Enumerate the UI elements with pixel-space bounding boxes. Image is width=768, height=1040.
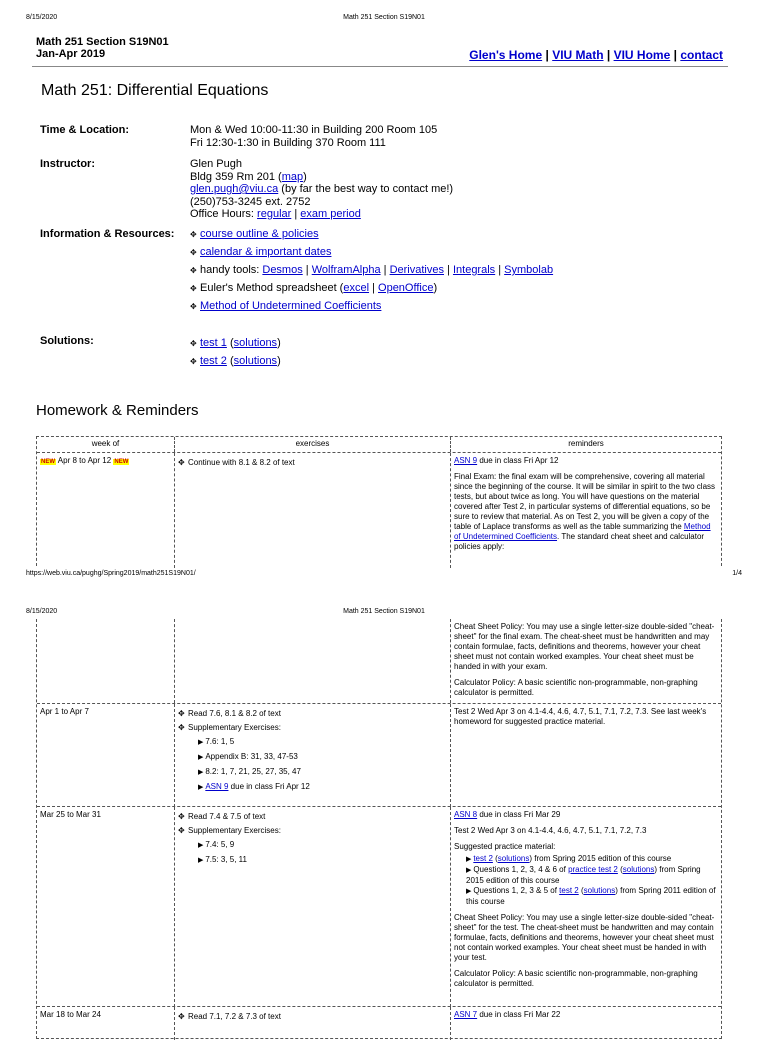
office-text: Bldg 359 Rm 201 ( [190, 170, 282, 183]
test1-solutions-link[interactable]: solutions [233, 337, 278, 349]
supp-item: 8.2: 1, 7, 21, 25, 27, 35, 47 [205, 767, 301, 776]
supp-item: 7.4: 5, 9 [205, 840, 235, 849]
asn7-link[interactable]: ASN 7 [454, 1010, 478, 1019]
list-item: ▶ Questions 1, 2, 3 & 5 of test 2 (solutions) from Spring 2011 edition of this course [466, 886, 716, 906]
excel-link[interactable]: excel [343, 282, 370, 294]
list-item: ▶ test 2 (solutions) from Spring 2015 edition of this course [466, 854, 672, 863]
cheat-sheet-policy: Cheat Sheet Policy: You may use a single letter-size double-sided "cheat-sheet" for the final exam. The cheat-sheet must be handwritten and may contain formulae, facts, definitions and theorems, however your cheat sheet must not contain worked examples. Your cheat sheet must be handed in with your exam. [454, 622, 715, 671]
bullet-icon: ✥ [178, 723, 185, 732]
final-exam-text: Final Exam: the final exam will be comprehensive, covering all material since the beginning of the course. It will be similar in spirit to the two class tests, but about twice as long. You will have questions on the material covered after Test 2, in particular systems of differential equations, so be sure to review that material. As on Test 2, you will be given a copy of the table of Laplace transforms as well as the table summarizing the [454, 472, 716, 531]
asn7-due: due in class Fri Mar 22 [477, 1010, 561, 1019]
new-badge: NEW [114, 459, 129, 465]
week-cell [37, 453, 175, 568]
exam-period-link[interactable]: exam period [300, 208, 361, 220]
test1-link[interactable]: test 1 [200, 337, 227, 349]
supp-label: Supplementary Exercises: [188, 723, 281, 732]
table-row [37, 619, 721, 703]
triangle-bullet-icon: ▶ [198, 784, 206, 791]
instructor-office [190, 171, 453, 184]
resources-label: Information & Resources: [40, 228, 175, 240]
print-date: 8/15/2020 [26, 608, 58, 615]
col-reminders-header: reminders [568, 439, 604, 448]
practice-test2-link[interactable]: practice test 2 [568, 865, 618, 874]
week-cell: Mar 25 to Mar 31 [37, 807, 175, 1007]
desmos-link[interactable]: Desmos [262, 264, 303, 276]
col-exercises-header: exercises [175, 437, 451, 452]
week-text: Apr 8 to Apr 12 [57, 456, 112, 465]
supp-item: 7.6: 1, 5 [205, 737, 235, 746]
exercises-cell [175, 619, 451, 703]
derivatives-link[interactable]: Derivatives [389, 264, 444, 276]
asn8-link[interactable]: ASN 8 [454, 810, 478, 819]
practice-solutions-link[interactable]: solutions [583, 886, 616, 895]
asn9-link[interactable]: ASN 9 [205, 782, 229, 791]
reminders-cell [451, 619, 721, 703]
bullet-icon: ✥ [178, 826, 185, 835]
nav-sep: | [673, 48, 677, 62]
schedule-line-2: Fri 12:30-1:30 in Building 370 Room 111 [190, 136, 386, 149]
time-location-label: Time & Location: [40, 124, 130, 136]
supp-item: 7.5: 3, 5, 11 [205, 855, 247, 864]
test2-note: Test 2 Wed Apr 3 on 4.1-4.4, 4.6, 4.7, 5.1, 7.1, 7.2, 7.3 [454, 826, 647, 835]
bullet-icon: ✥ [190, 357, 197, 366]
table-row [37, 1006, 721, 1040]
triangle-bullet-icon: ▶ [198, 857, 206, 864]
practice-tail: from Spring 2015 edition of this course [466, 865, 701, 885]
course-outline-link[interactable]: course outline & policies [200, 228, 319, 240]
test2-solutions-link[interactable]: solutions [233, 355, 278, 367]
table-row [37, 703, 721, 807]
bullet-icon: ✥ [190, 339, 197, 348]
nav-viu-math[interactable]: VIU Math [552, 48, 604, 62]
print-url: https://web.viu.ca/pughg/Spring2019/math251S19N01/ [26, 570, 196, 577]
course-term: Jan-Apr 2019 [36, 48, 106, 60]
instructor-label: Instructor: [40, 158, 95, 170]
practice-solutions-link[interactable]: solutions [497, 854, 530, 863]
homework-table [36, 436, 722, 566]
table-header-row [37, 437, 721, 452]
asn8-due: due in class Fri Mar 29 [477, 810, 561, 819]
regular-hours-link[interactable]: regular [257, 208, 292, 220]
supp-label: Supplementary Exercises: [188, 826, 281, 835]
read-text: Read 7.4 & 7.5 of text [188, 812, 266, 821]
print-page-number: 1/4 [732, 570, 742, 577]
page-title: Math 251: Differential Equations [41, 82, 269, 99]
homework-table-page2 [36, 619, 722, 1039]
office-close: ) [303, 170, 307, 183]
instructor-phone: (250)753-3245 ext. 2752 [190, 195, 311, 208]
calculator-policy: Calculator Policy: A basic scientific non-programmable, non-graphing calculator is permitted. [454, 969, 698, 988]
bullet-icon: ✥ [178, 1012, 185, 1021]
practice-test2-link[interactable]: test 2 [473, 854, 493, 863]
bullet-icon: ✥ [190, 266, 197, 275]
reminders-cell [451, 453, 721, 568]
exercises-cell [175, 704, 451, 807]
practice-pre: Questions 1, 2, 3, 4 & 6 of [473, 865, 569, 874]
bullet-icon: ✥ [178, 812, 185, 821]
triangle-bullet-icon: ▶ [466, 888, 474, 895]
practice-tail: from Spring 2011 edition of this course [466, 886, 716, 906]
nav-contact[interactable]: contact [680, 48, 723, 62]
test2-link[interactable]: test 2 [200, 355, 227, 367]
handy-tools-label: handy tools: [200, 264, 263, 276]
triangle-bullet-icon: ▶ [198, 739, 206, 746]
print-date: 8/15/2020 [26, 14, 58, 21]
practice-pre: Questions 1, 2, 3 & 5 of [473, 886, 560, 895]
muc-link[interactable]: Method of Undetermined Coefficients [454, 522, 711, 541]
openoffice-link[interactable]: OpenOffice [378, 282, 434, 294]
asn9-due: due in class Fri Apr 12 [477, 456, 559, 465]
undetermined-coefficients-link[interactable]: Method of Undetermined Coefficients [200, 300, 382, 312]
course-header [36, 36, 169, 60]
exercise-text: Continue with 8.1 & 8.2 of text [188, 458, 295, 467]
final-exam-tail: . The standard cheat sheet and calculator policies apply: [454, 532, 705, 551]
print-title: Math 251 Section S19N01 [343, 608, 425, 615]
test2-2011-link[interactable]: test 2 [559, 886, 579, 895]
week-cell [37, 619, 175, 703]
read-text: Read 7.6, 8.1 & 8.2 of text [188, 709, 281, 718]
integrals-link[interactable]: Integrals [452, 264, 496, 276]
new-badge: NEW [41, 459, 55, 465]
read-text: Read 7.1, 7.2 & 7.3 of text [188, 1012, 281, 1021]
instructor-name: Glen Pugh [190, 158, 242, 170]
triangle-bullet-icon: ▶ [198, 769, 206, 776]
triangle-bullet-icon: ▶ [198, 754, 206, 761]
table-row [37, 452, 721, 568]
week-cell: Mar 18 to Mar 24 [37, 1007, 175, 1040]
header-divider [32, 66, 728, 67]
email-link[interactable]: glen.pugh@viu.ca [190, 183, 279, 195]
nav-viu-home[interactable]: VIU Home [613, 48, 671, 62]
email-note: (by far the best way to contact me!) [278, 183, 454, 195]
instructor-email-line [190, 183, 453, 196]
bullet-icon: ✥ [190, 284, 197, 293]
list-item: ▶ Questions 1, 2, 3, 4 & 6 of practice test 2 (solutions) from Spring 2015 edition of this course [466, 865, 701, 885]
top-nav [469, 48, 723, 62]
triangle-bullet-icon: ▶ [466, 856, 474, 863]
asn9-link[interactable]: ASN 9 [454, 456, 478, 465]
asn9-due: due in class Fri Apr 12 [228, 782, 310, 791]
solutions-label: Solutions: [40, 335, 94, 347]
print-title: Math 251 Section S19N01 [343, 14, 425, 21]
table-row [37, 806, 721, 1007]
calculator-policy: Calculator Policy: A basic scientific non-programmable, non-graphing calculator is permitted. [454, 678, 698, 697]
col-week-header: week of [37, 437, 175, 452]
map-link[interactable]: map [281, 170, 304, 183]
wolfram-link[interactable]: WolframAlpha [311, 264, 381, 276]
cheat-sheet-policy: Cheat Sheet Policy: You may use a single letter-size double-sided "cheat-sheet" for the test. The cheat-sheet must be handwritten and may contain formulae, facts, definitions and theorems, however your cheat sheet must not contain worked examples. Your cheat sheet must be handed in with your test. [454, 913, 715, 962]
practice-list [454, 854, 718, 907]
practice-tail: from Spring 2015 edition of this course [532, 854, 672, 863]
week-cell: Apr 1 to Apr 7 [37, 704, 175, 807]
euler-label: Euler's Method spreadsheet ( [200, 282, 344, 294]
bullet-icon: ✥ [190, 230, 197, 239]
nav-sep: | [545, 48, 549, 62]
practice-solutions-link[interactable]: solutions [622, 865, 655, 874]
triangle-bullet-icon: ▶ [198, 842, 206, 849]
suggested-label: Suggested practice material: [454, 842, 556, 851]
reminders-cell [451, 704, 721, 807]
calendar-link[interactable]: calendar & important dates [200, 246, 332, 258]
test2-reminder: Test 2 Wed Apr 3 on 4.1-4.4, 4.6, 4.7, 5.1, 7.1, 7.2, 7.3. See last week's homeword for suggested practice material. [454, 707, 707, 726]
hours-label: Office Hours: [190, 208, 258, 220]
exercises-cell [175, 453, 451, 568]
bullet-icon: ✥ [178, 458, 185, 467]
homework-heading: Homework & Reminders [36, 402, 199, 419]
office-hours: Office Hours: regular | exam period [190, 208, 361, 220]
bullet-icon: ✥ [178, 709, 185, 718]
symbolab-link[interactable]: Symbolab [504, 264, 554, 276]
reminders-cell [451, 807, 721, 1007]
bullet-icon: ✥ [190, 248, 197, 257]
triangle-bullet-icon: ▶ [466, 867, 474, 874]
schedule-line-1: Mon & Wed 10:00-11:30 in Building 200 Room 105 [190, 124, 438, 136]
course-code: Math 251 Section S19N01 [36, 36, 169, 48]
exercises-cell [175, 807, 451, 1007]
nav-glens-home[interactable]: Glen's Home [469, 48, 543, 62]
supp-item: Appendix B: 31, 33, 47-53 [205, 752, 298, 761]
bullet-icon: ✥ [190, 302, 197, 311]
nav-sep: | [606, 48, 611, 62]
